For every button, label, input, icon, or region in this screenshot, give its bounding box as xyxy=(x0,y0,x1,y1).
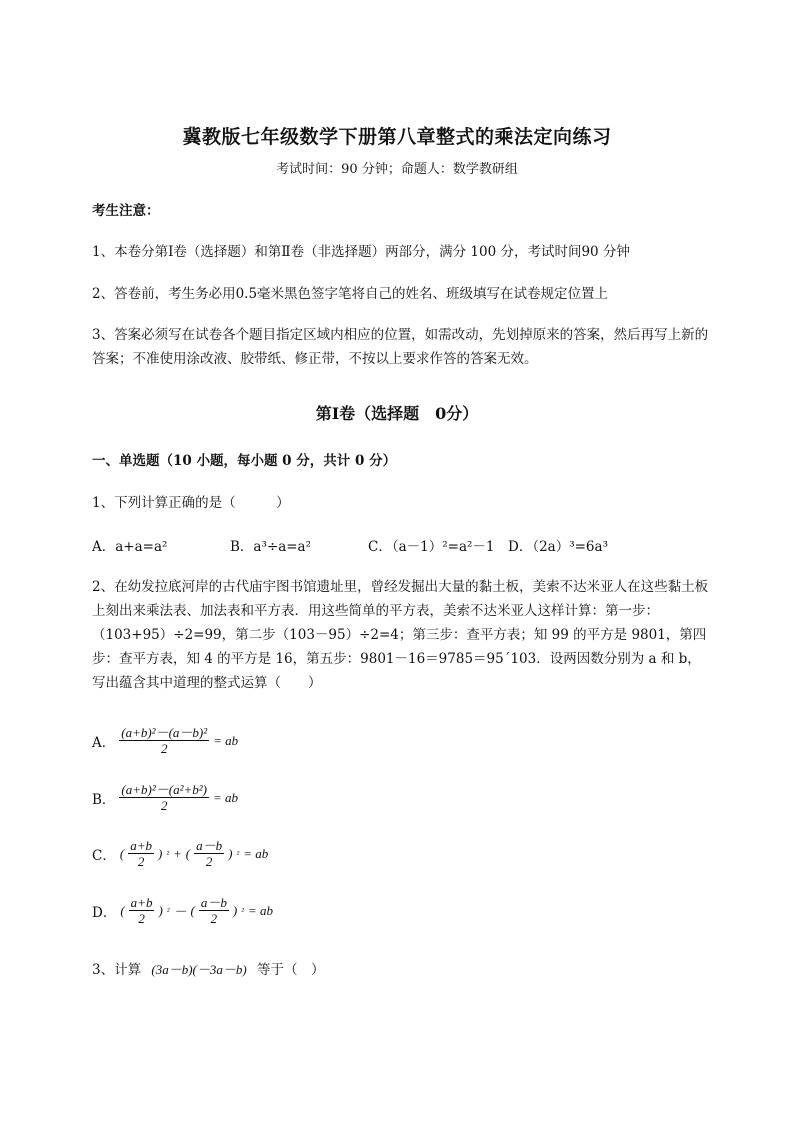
q3-stem xyxy=(92,960,325,980)
notice-item-1: 1、本卷分第Ⅰ卷（选择题）和第Ⅱ卷（非选择题）两部分，满分 100 分，考试时间90 分钟 xyxy=(92,244,630,260)
page-title: 冀教版七年级数学下册第八章整式的乘法定向练习 xyxy=(182,126,612,148)
option-label: B． xyxy=(92,791,116,808)
q2-option-c[interactable]: C． ( $\frac{a+b}{2}$ ) ² + ( $\frac{a-b}{2}$ ) ² = ab xyxy=(92,838,269,869)
fraction: $\frac{\text{(a+b)²－(a－b)²}}{2}$ xyxy=(121,725,208,756)
fraction: $\frac{a-b}{2}$ xyxy=(200,895,227,926)
q2-stem: 2、在幼发拉底河岸的古代庙宇图书馆遗址里，曾经发掘出大量的黏土板，美索不达米亚人在这些黏土板上刻出来乘法表、加法表和平方表．用这些简单的平方表，美索不达米亚人这样计算：第一步：（103+95）÷2=99，第二步（103－95）÷2=4；第三步：查平方表；知 99 的平方是 9801，第四步：查平方表，知 4 的平方是 16，第五步：9801－16＝9785＝95´103．设两因数分别为 a 和 b，写出蕴含其中道理的整式运算（ ） xyxy=(92,579,709,691)
q3-prefix: 3、计算 xyxy=(92,962,142,978)
q1-option-a[interactable]: A．a+a=a² xyxy=(92,539,168,555)
notice-item-3: 3、答案必须写在试卷各个题目指定区域内相应的位置，如需改动，先划掉原来的答案，然后再写上新的答案；不准使用涂改液、胶带纸、修正带，不按以上要求作答的答案无效。 xyxy=(92,327,709,367)
notice-item-2: 2、答卷前，考生务必用0.5毫米黑色签字笔将自己的姓名、班级填写在试卷规定位置上 xyxy=(92,286,609,302)
fraction: $\frac{a+b}{2}$ xyxy=(130,838,152,869)
option-label: D． xyxy=(92,904,117,921)
q1-option-d[interactable]: D．（2a）³=6a³ xyxy=(508,539,608,555)
fraction: $\frac{a+b}{2}$ xyxy=(130,895,153,926)
part-title: 一、单选题（10 小题，每小题 0 分，共计 0 分） xyxy=(92,453,397,469)
q1-option-b[interactable]: B．a³÷a=a² xyxy=(230,539,312,555)
option-label: C． xyxy=(92,847,116,864)
q1-option-c[interactable]: C．（a－1）²=a²－1 xyxy=(368,539,495,555)
fraction: $\frac{a-b}{2}$ xyxy=(196,838,223,869)
q2-option-b[interactable]: B． $\frac{\text{(a+b)²－(a²+b²)}}{2}$ = ab xyxy=(92,782,239,813)
fraction: $\frac{\text{(a+b)²－(a²+b²)}}{2}$ xyxy=(121,782,207,813)
q3-suffix: 等于（ ） xyxy=(257,962,325,978)
q1-stem: 1、下列计算正确的是（ ） xyxy=(92,495,290,511)
q2-option-d[interactable]: D． ( $\frac{a+b}{2}$ ) ² － ( $\frac{a-b}{2}$ ) ² = ab xyxy=(92,895,273,926)
notice-heading: 考生注意： xyxy=(92,203,160,219)
exam-info: 考试时间：90 分钟；命题人：数学教研组 xyxy=(276,162,518,177)
option-label: A． xyxy=(92,734,116,751)
q3-expression: (3a－b)(－3a－b) xyxy=(151,962,247,977)
q2-option-a[interactable]: A． $\frac{\text{(a+b)²－(a－b)²}}{2}$ = ab xyxy=(92,725,239,756)
section-title: 第Ⅰ卷（选择题 0分） xyxy=(315,404,479,423)
